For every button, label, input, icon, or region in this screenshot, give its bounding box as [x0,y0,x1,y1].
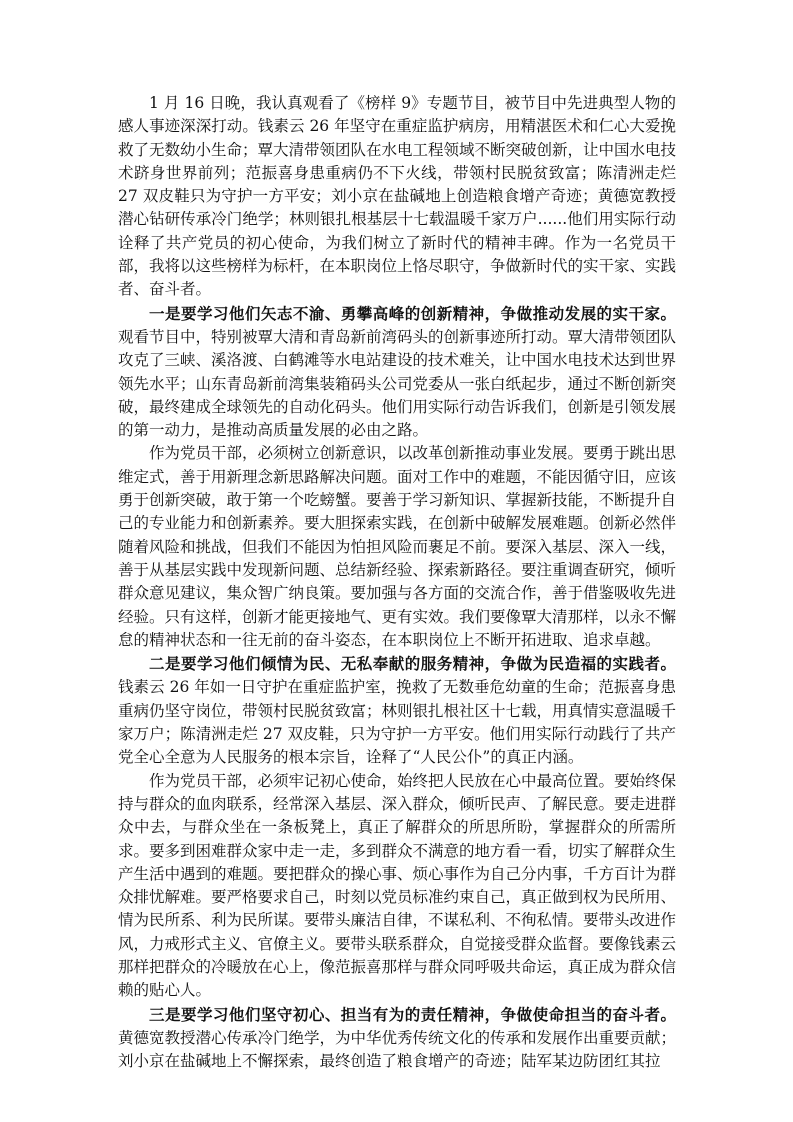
innovation-text: 观看节目中，特别被覃大清和青岛新前湾码头的创新事迹所打动。覃大清带领团队攻克了三峡、溪洛渡、白鹤滩等水电站建设的技术难关，让中国水电技术达到世界领先水平；山东青岛新前湾集装箱码头公司党委从一张白纸起步，通过不断创新突破，最终建成全球领先的自动化码头。他们用实际行动告诉我们，创新是引领发展的第一动力，是推动高质量发展的必由之路。 [118,327,677,440]
innovation-detail-text: 作为党员干部，必须树立创新意识，以改革创新推动事业发展。要勇于跳出思维定式，善于用新理念新思路解决问题。面对工作中的难题，不能因循守旧，应该勇于创新突破，敢于第一个吃螃蟹。要善于学习新知识、掌握新技能，不断提升自己的专业能力和创新素养。要大胆探索实践，在创新中破解发展难题。创新必然伴随着风险和挑战，但我们不能因为怕担风险而裹足不前。要深入基层、深入一线，善于从基层实践中发现新问题、总结新经验、探索新路径。要注重调查研究，倾听群众意见建议，集众智广纳良策。要加强与各方面的交流合作，善于借鉴吸收先进经验。只有这样，创新才能更接地气、更有实效。我们要像覃大清那样，以永不懈怠的精神状态和一往无前的奋斗姿态，在本职岗位上不断开拓进取、追求卓越。 [118,444,677,649]
innovation-detail-paragraph [118,442,676,652]
service-paragraph [118,652,676,769]
responsibility-text: 黄德宽教授潜心传承冷门绝学，为中华优秀传统文化的传承和发展作出重要贡献；刘小京在盐碱地上不懈探索，最终创造了粮食增产的奇迹；陆军某边防团红其拉 [118,1028,677,1071]
service-text: 钱素云 26 年如一日守护在重症监护室，挽救了无数垂危幼童的生命；范振喜身患重病仍坚守岗位，带领村民脱贫致富；林则银扎根社区十七载，用真情实意温暖千家万户；陈清洲走烂 27 双皮鞋，只为守护一方平安。他们用实际行动践行了共产党全心全意为人民服务的根本宗旨，诠释了“人民公仆”的真正内涵。 [118,678,677,767]
intro-paragraph [118,92,676,302]
intro-text: 1 月 16 日晚，我认真观看了《榜样 9》专题节目，被节目中先进典型人物的感人事迹深深打动。钱素云 26 年坚守在重症监护病房，用精湛医术和仁心大爱挽救了无数幼小生命；覃大清带领团队在水电工程领域不断突破创新，让中国水电技术跻身世界前列；范振喜身患重病仍不下火线，带领村民脱贫致富；陈清洲走烂 27 双皮鞋只为守护一方平安；刘小京在盐碱地上创造粮食增产奇迹；黄德宽教授潜心钻研传承冷门绝学；林则银扎根基层十七载温暖千家万户......他们用实际行动诠释了共产党员的初心使命，为我们树立了新时代的精神丰碑。作为一名党员干部，我将以这些榜样为标杆，在本职岗位上恪尽职守，争做新时代的实干家、实践者、奋斗者。 [118,94,677,299]
innovation-paragraph [118,302,676,443]
document-page [118,92,676,1073]
service-detail-text: 作为党员干部，必须牢记初心使命，始终把人民放在心中最高位置。要始终保持与群众的血肉联系，经常深入基层、深入群众，倾听民声、了解民意。要走进群众中去，与群众坐在一条板凳上，真正了解群众的所思所盼，掌握群众的所需所求。要多到困难群众家中走一走，多到群众不满意的地方看一看，切实了解群众生产生活中遇到的难题。要把群众的操心事、烦心事作为自己分内事，千方百计为群众排忧解难。要严格要求自己，时刻以党员标准约束自己，真正做到权为民所用、情为民所系、利为民所谋。要带头廉洁自律，不谋私利、不徇私情。要带头改进作风，力戒形式主义、官僚主义。要带头联系群众，自觉接受群众监督。要像钱素云那样把群众的冷暖放在心上，像范振喜那样与群众同呼吸共命运，真正成为群众信赖的贴心人。 [118,771,677,1000]
innovation-heading: 一是要学习他们矢志不渝、勇攀高峰的创新精神，争做推动发展的实干家。 [149,303,676,323]
service-detail-paragraph [118,770,676,1003]
responsibility-paragraph [118,1003,676,1074]
service-heading: 二是要学习他们倾情为民、无私奉献的服务精神，争做为民造福的实践者。 [149,654,676,674]
responsibility-heading: 三是要学习他们坚守初心、担当有为的责任精神，争做使命担当的奋斗者。 [149,1004,676,1024]
